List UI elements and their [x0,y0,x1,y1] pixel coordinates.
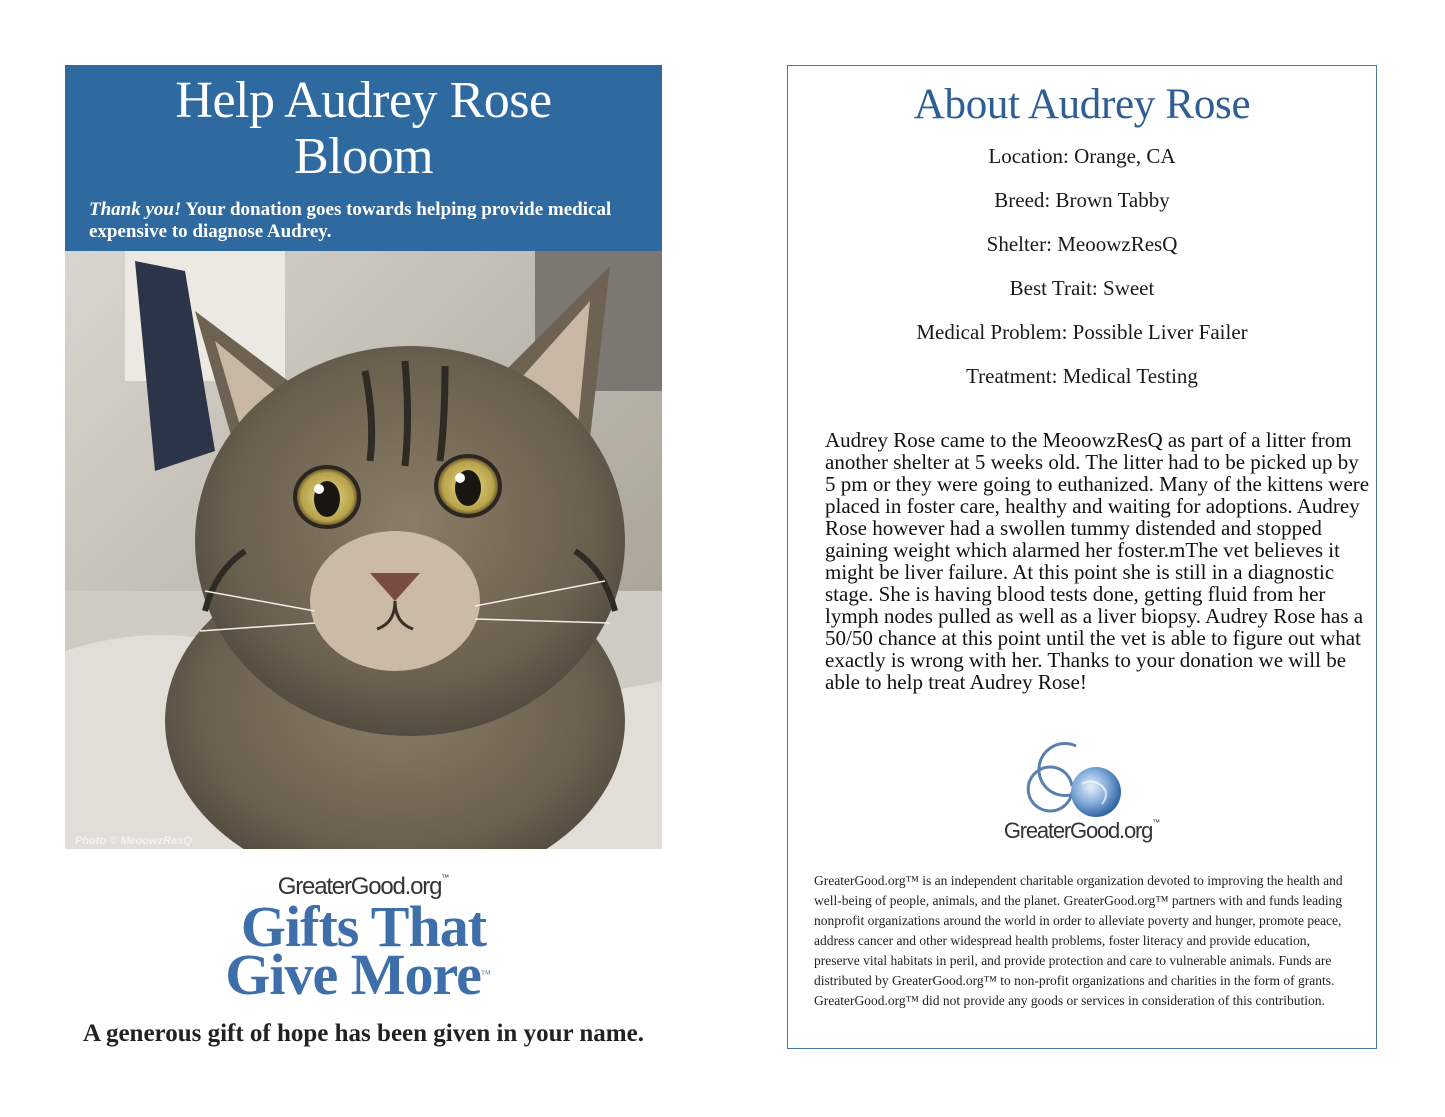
about-title: About Audrey Rose [913,81,1251,128]
audrey-story: Audrey Rose came to the MeoowzResQ as part of a litter from another shelter at 5 weeks old. The litter had to be picked up by 5 pm or they were going to euthanized. Many of the kittens were placed in foster care, healthy and waiting for adoptions. Audrey Rose however had a swollen tummy distended and stopped gaining weight which alarmed her foster.mThe vet believes it might be liver failure. At this point she is still in a diagnostic stage. She is having blood tests done, getting fluid from her lymph nodes pulled as well as a liver biopsy. Audrey Rose has a 50/50 chance at this point until the vet is able to figure out what exactly is wrong with her. Thanks to your donation we will be able to help treat Audrey Rose! [825,428,1370,694]
greatergood-wordmark-text: GreaterGood.org [277,873,442,900]
card-title-line1: Help Audrey Rose [175,72,552,129]
card-title [65,73,662,185]
fact-location: Location: Orange, CA [988,144,1176,168]
thank-you-message [89,199,644,243]
greatergood-disclaimer: GreaterGood.org™ is an independent charitable organization devoted to improving the health and well-being of people, animals, and the planet. GreaterGood.org™ partners with and funds leading nonprofit organizations around the world in order to alleviate poverty and hunger, promote peace, address cancer and other widespread health problems, foster literacy and provide education, preserve vital habitats in peril, and provide protection and care to vulnerable animals. Funds are distributed by GreaterGood.org™ to non-profit organizations and charities in the form of grants. GreaterGood.org™ did not provide any goods or services in consideration of this contribution. [814,873,1343,1008]
gifts-that-give-more-logo [65,894,662,1007]
thank-you-text: Your donation goes towards helping provide medical expensive to diagnose Audrey. [89,199,612,242]
card-title-line2: Bloom [293,128,434,185]
fact-best-trait: Best Trait: Sweet [1009,276,1155,300]
thank-you-emphasis: Thank you! [89,199,182,220]
cat-photo [65,251,662,849]
tabby-cat-image [65,251,662,849]
title-banner [65,65,662,251]
greatergood-logo-wordmark [788,818,1376,844]
fact-treatment: Treatment: Medical Testing [966,364,1198,388]
cat-facts-list [788,142,1376,406]
gift-card-back [787,65,1377,1049]
gift-of-hope-message: A generous gift of hope has been given in your name. [83,1020,644,1047]
fact-medical-problem: Medical Problem: Possible Liver Failer [916,320,1248,344]
tagline-line2: Give More [225,942,481,1007]
greatergood-logo-text: GreaterGood.org [1003,818,1153,843]
photo-credit: Photo © MeoowzResQ [75,835,192,847]
gift-card-front [65,65,662,1065]
fact-breed: Breed: Brown Tabby [994,188,1170,212]
trademark-symbol: ™ [441,873,450,882]
tagline-line1: Gifts That [240,894,487,959]
logo-trademark: ™ [1152,818,1161,827]
fact-shelter: Shelter: MeoowzResQ [986,232,1178,256]
tagline-trademark: ™ [480,969,490,980]
